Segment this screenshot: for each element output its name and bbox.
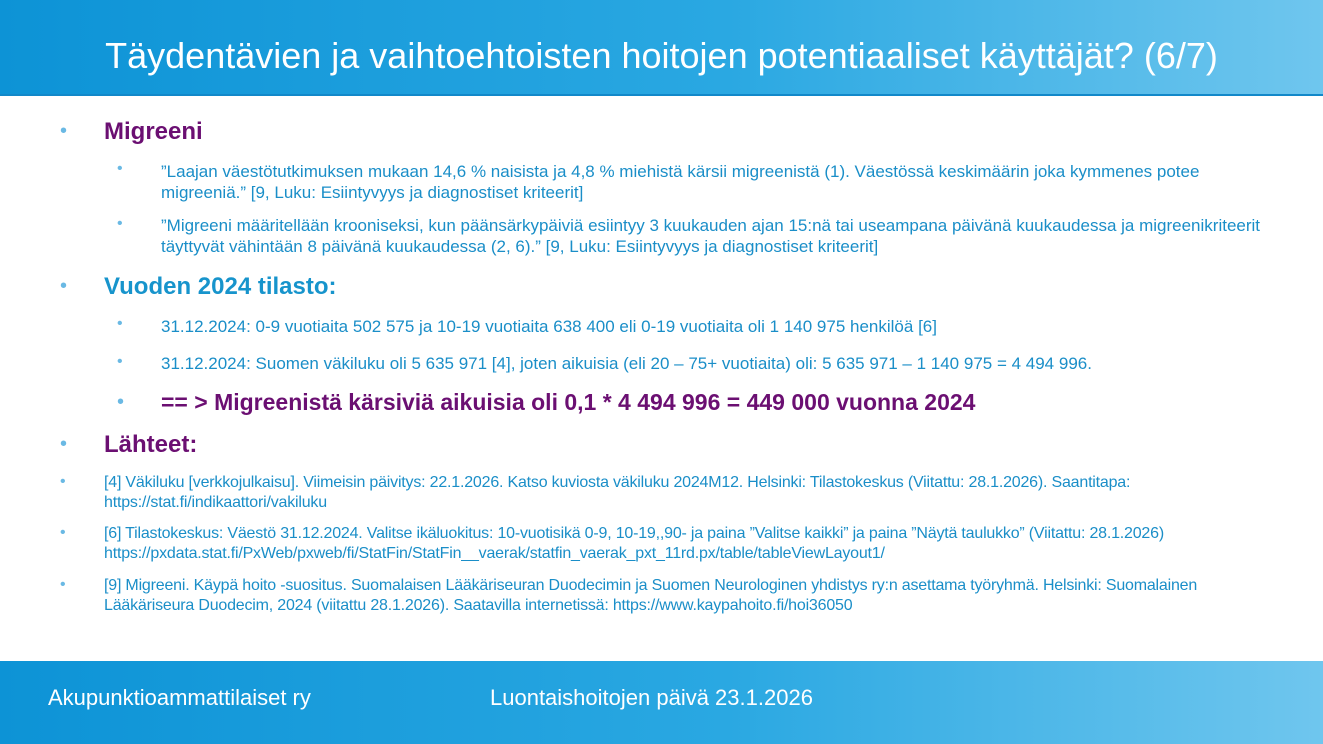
footer-event: Luontaishoitojen päivä 23.1.2026 <box>490 685 813 710</box>
bullet-icon: • <box>117 160 123 177</box>
bullet-icon: • <box>60 576 66 593</box>
heading-lahteet: Lähteet: <box>104 431 198 458</box>
bullet-icon: • <box>60 433 68 455</box>
tilasto-item-2: 31.12.2024: Suomen väkiluku oli 5 635 971 [4], joten aikuisia (eli 20 – 75+ vuotiaita) oli: 5 635 971 – 1 140 975 = 4 494 996. <box>161 354 1092 373</box>
migreeni-item-1: ”Laajan väestötutkimuksen mukaan 14,6 % naisista ja 4,8 % miehistä kärsii migreenistä (1). Väestössä keskimäärin joka kymmenes potee migreeniä.” [9, Luku: Esiintyvyys ja diagnostiset kriteerit] <box>161 162 1200 202</box>
bullet-icon: • <box>60 275 68 297</box>
reference-6: [6] Tilastokeskus: Väestö 31.12.2024. Valitse ikäluokitus: 10-vuotisikä 0-9, 10-19,,90- ja paina ”Valitse kaikki” ja paina ”Näytä taulukko” (Viitattu: 28.1.2026) https://pxdata.stat.fi/PxWeb/pxweb/fi/StatFin/StatFin__vaerak/statfin_vaerak_pxt_11rd.px/table/tableViewLayout1/ <box>104 525 1164 562</box>
bullet-icon: • <box>117 353 123 370</box>
reference-4: [4] Väkiluku [verkkojulkaisu]. Viimeisin päivitys: 22.1.2026. Katso kuviosta väkiluku 2024M12. Helsinki: Tilastokeskus (Viitattu: 28.1.2026). Saantitapa: https://stat.fi/indikaattori/vakiluku <box>104 474 1131 511</box>
bullet-icon: • <box>117 391 125 413</box>
bullet-icon: • <box>60 120 68 142</box>
tilasto-item-1: 31.12.2024: 0-9 vuotiaita 502 575 ja 10-19 vuotiaita 638 400 eli 0-19 vuotiaita oli 1 140 975 henkilöä [6] <box>161 317 937 336</box>
reference-9: [9] Migreeni. Käypä hoito -suositus. Suomalaisen Lääkäriseuran Duodecimin ja Suomen Neurologinen yhdistys ry:n asettama työryhmä. Helsinki: Suomalainen Lääkäriseura Duodecim, 2024 (viitattu 28.1.2026). Saatavilla internetissä: https://www.kaypahoito.fi/hoi36050 <box>104 577 1198 614</box>
bullet-icon: • <box>60 524 66 541</box>
tilasto-conclusion: == > Migreenistä kärsiviä aikuisia oli 0,1 * 4 494 996 = 449 000 vuonna 2024 <box>161 389 976 415</box>
slide-title: Täydentävien ja vaihtoehtoisten hoitojen potentiaaliset käyttäjät? (6/7) <box>105 35 1218 76</box>
bullet-icon: • <box>117 215 123 232</box>
migreeni-item-2: ”Migreeni määritellään krooniseksi, kun päänsärkypäiviä esiintyy 3 kuukauden ajan 15:nä tai useampana päivänä kuukaudessa ja migreenikriteerit täyttyvät vähintään 8 päivänä kuukaudessa (2, 6).” [9, Luku: Esiintyvyys ja diagnostiset kriteerit] <box>161 216 1261 256</box>
footer-organization: Akupunktioammattilaiset ry <box>48 685 311 710</box>
heading-migreeni: Migreeni <box>104 118 203 145</box>
heading-tilasto: Vuoden 2024 tilasto: <box>104 273 337 300</box>
bullet-icon: • <box>60 473 66 490</box>
bullet-icon: • <box>117 315 123 332</box>
slide-footer <box>0 661 1323 744</box>
slide-header <box>0 0 1323 96</box>
